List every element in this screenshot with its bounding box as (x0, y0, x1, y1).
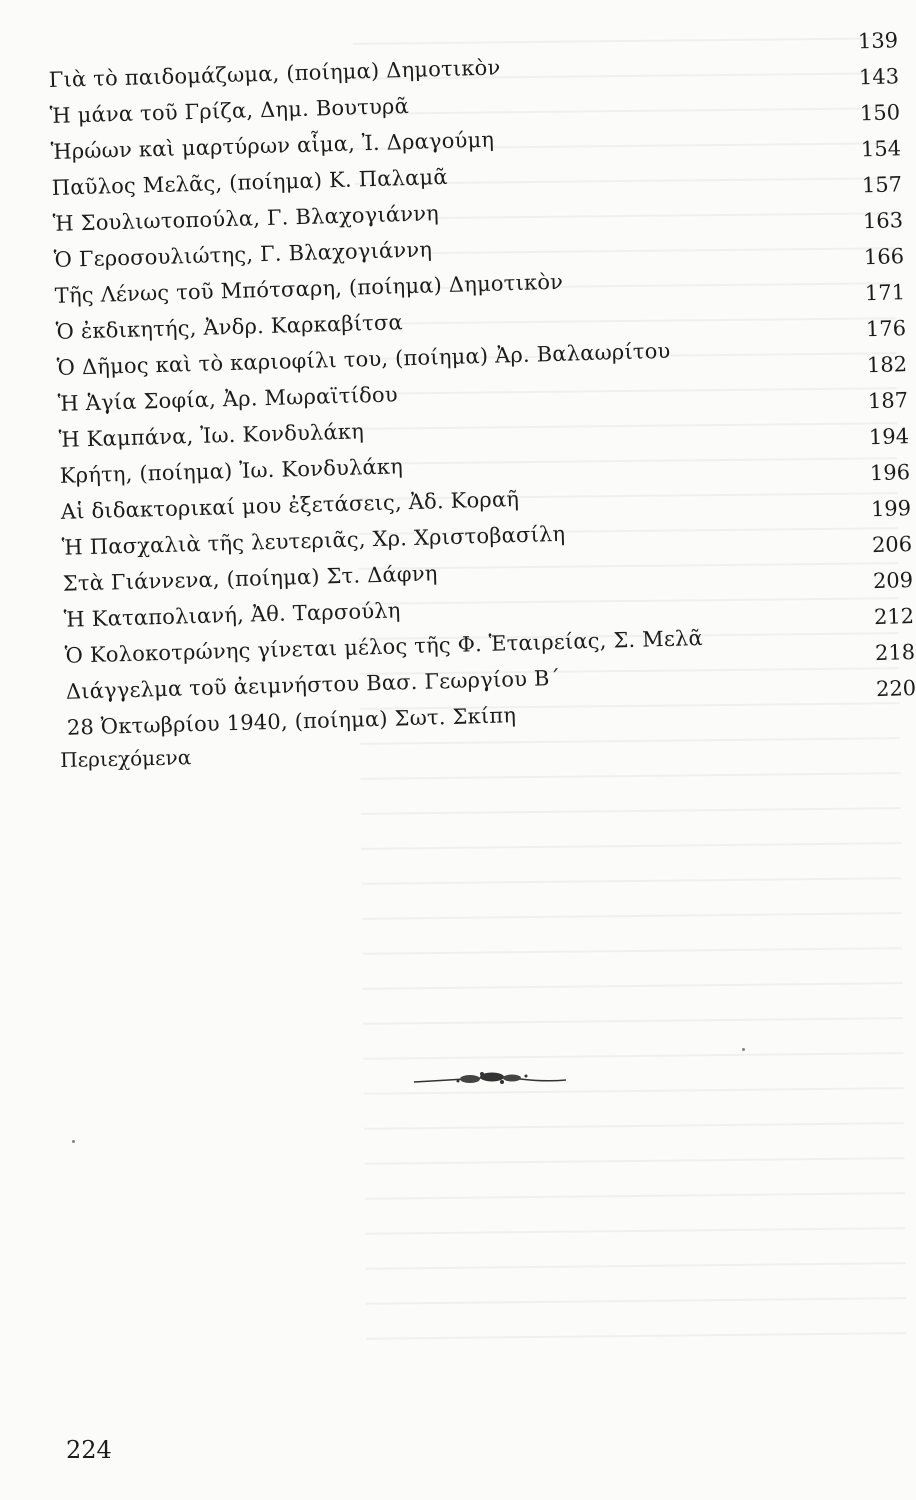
table-of-contents (48, 28, 916, 740)
toc-entry-page: 163 (862, 208, 904, 234)
toc-entry-title: Τῆς Λένως τοῦ Μπότσαρη, (ποίημα) Δημοτικὸν (54, 269, 564, 308)
toc-entry-title: Ὁ Γεροσουλιώτης, Γ. Βλαχογιάννη (53, 237, 433, 272)
toc-entry-page: 206 (871, 532, 913, 558)
print-speck (742, 1048, 745, 1051)
print-speck (72, 1140, 75, 1143)
toc-entry-title: Ἡ Καμπάνα, Ἰω. Κονδυλάκη (58, 419, 365, 452)
toc-entry-title: Ἡρώων καὶ μαρτύρων αἷμα, Ἰ. Δραγούμη (50, 127, 495, 164)
page-number: 224 (66, 1436, 112, 1464)
toc-entry-page: 154 (860, 136, 902, 162)
toc-entry-page: 220 (875, 676, 916, 702)
toc-entry-page: 187 (867, 388, 909, 414)
toc-entry-title: Ὁ ἐκδικητής, Ἀνδρ. Καρκαβίτσα (55, 310, 404, 344)
toc-entry-page: 218 (874, 640, 916, 666)
toc-entry-title: Αἱ διδακτορικαί μου ἐξετάσεις, Ἀδ. Κοραῆ (60, 487, 520, 524)
toc-entry-page: 157 (861, 172, 903, 198)
toc-entry-page: 171 (864, 280, 906, 306)
toc-entry-page: 139 (857, 28, 899, 54)
toc-entry-title: Γιὰ τὸ παιδομάζωμα, (ποίημα) Δημοτικὸν (48, 55, 501, 92)
toc-entry-page: 194 (868, 424, 910, 450)
toc-entry-page: 212 (873, 604, 915, 630)
toc-entry-title: Ὁ Κολοκοτρώνης γίνεται μέλος τῆς Φ. Ἑταιρείας, Σ. Μελᾶ (64, 625, 704, 668)
toc-entry-title: Ἡ Πασχαλιὰ τῆς λευτεριᾶς, Χρ. Χριστοβασίλη (61, 521, 566, 560)
toc-entry-title: 28 Ὀκτωβρίου 1940, (ποίημα) Σωτ. Σκίπη (66, 703, 517, 740)
toc-entry-page: 150 (859, 100, 901, 126)
toc-entry-title: Ἡ Ἁγία Σοφία, Ἀρ. Μωραϊτίδου (57, 382, 399, 416)
toc-entry-page: 199 (870, 496, 912, 522)
toc-entry-title: Κρήτη, (ποίημα) Ἰω. Κονδυλάκη (59, 454, 404, 488)
toc-entry-title: Παῦλος Μελᾶς, (ποίημα) Κ. Παλαμᾶ (51, 164, 449, 200)
toc-entry-page: 196 (869, 460, 911, 486)
toc-entry-title: Ὁ Δῆμος καὶ τὸ καριοφίλι του, (ποίημα) Ἀρ. Βαλαωρίτου (56, 338, 671, 380)
toc-entry-title: Στὰ Γιάννενα, (ποίημα) Στ. Δάφνη (62, 561, 438, 596)
toc-footer-label: Περιεχόμενα (60, 745, 192, 772)
toc-entry-title: Διάγγελμα τοῦ ἀειμνήστου Βασ. Γεωργίου Β΄ (65, 665, 561, 704)
toc-entry-title: Ἡ μάνα τοῦ Γρίζα, Δημ. Βουτυρᾶ (49, 93, 410, 128)
toc-entry-page: 176 (865, 316, 907, 342)
toc-entry-page: 166 (863, 244, 905, 270)
toc-entry-page: 209 (872, 568, 914, 594)
toc-entry-title: Ἡ Σουλιωτοπούλα, Γ. Βλαχογιάννη (52, 201, 440, 236)
ornament-divider-icon (410, 1070, 570, 1090)
toc-entry-page: 182 (866, 352, 908, 378)
toc-entry-title: Ἡ Καταπολιανή, Ἀθ. Ταρσούλη (63, 598, 401, 632)
toc-entry-page: 143 (858, 64, 900, 90)
